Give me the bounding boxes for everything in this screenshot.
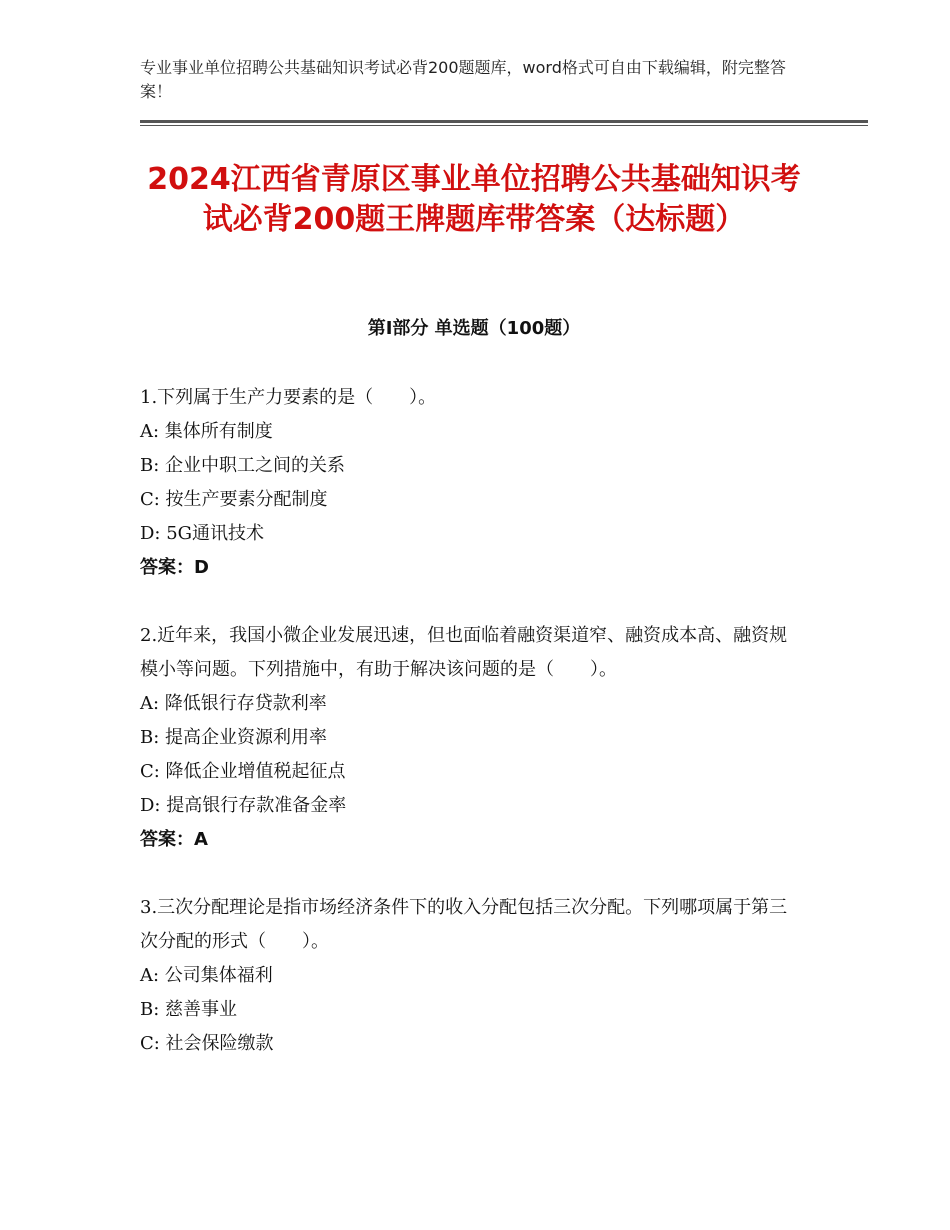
header-rule-thin bbox=[140, 125, 868, 126]
option-b: B: 提高企业资源利用率 bbox=[140, 727, 328, 748]
header-note: 专业事业单位招聘公共基础知识考试必背200题题库，word格式可自由下载编辑，附完整答案！ bbox=[140, 58, 786, 101]
option-a: A: 集体所有制度 bbox=[140, 421, 273, 442]
option-c: C: 按生产要素分配制度 bbox=[140, 489, 328, 510]
option-d: D: 5G通讯技术 bbox=[140, 523, 265, 544]
question-1 bbox=[140, 381, 805, 585]
option-a: A: 降低银行存贷款利率 bbox=[140, 693, 327, 714]
answer: 答案：A bbox=[140, 829, 208, 850]
question-3 bbox=[140, 891, 805, 1061]
header-rule-thick bbox=[140, 120, 868, 123]
question-stem: 3.三次分配理论是指市场经济条件下的收入分配包括三次分配。下列哪项属于第三次分配的形式（ ）。 bbox=[140, 897, 788, 952]
answer: 答案：D bbox=[140, 557, 209, 578]
section-title: 第Ⅰ部分 单选题（100题） bbox=[367, 318, 581, 339]
question-list bbox=[140, 381, 805, 1095]
question-stem: 2.近年来，我国小微企业发展迅速，但也面临着融资渠道窄、融资成本高、融资规模小等问题。下列措施中，有助于解决该问题的是（ ）。 bbox=[140, 625, 788, 680]
option-c: C: 降低企业增值税起征点 bbox=[140, 761, 346, 782]
document-title: 2024江西省青原区事业单位招聘公共基础知识考试必背200题王牌题库带答案（达标题） bbox=[147, 162, 801, 237]
option-c: C: 社会保险缴款 bbox=[140, 1033, 274, 1054]
option-b: B: 慈善事业 bbox=[140, 999, 238, 1020]
question-2 bbox=[140, 619, 805, 857]
question-stem: 1.下列属于生产力要素的是（ ）。 bbox=[140, 387, 437, 408]
option-d: D: 提高银行存款准备金率 bbox=[140, 795, 347, 816]
option-a: A: 公司集体福利 bbox=[140, 965, 273, 986]
option-b: B: 企业中职工之间的关系 bbox=[140, 455, 346, 476]
